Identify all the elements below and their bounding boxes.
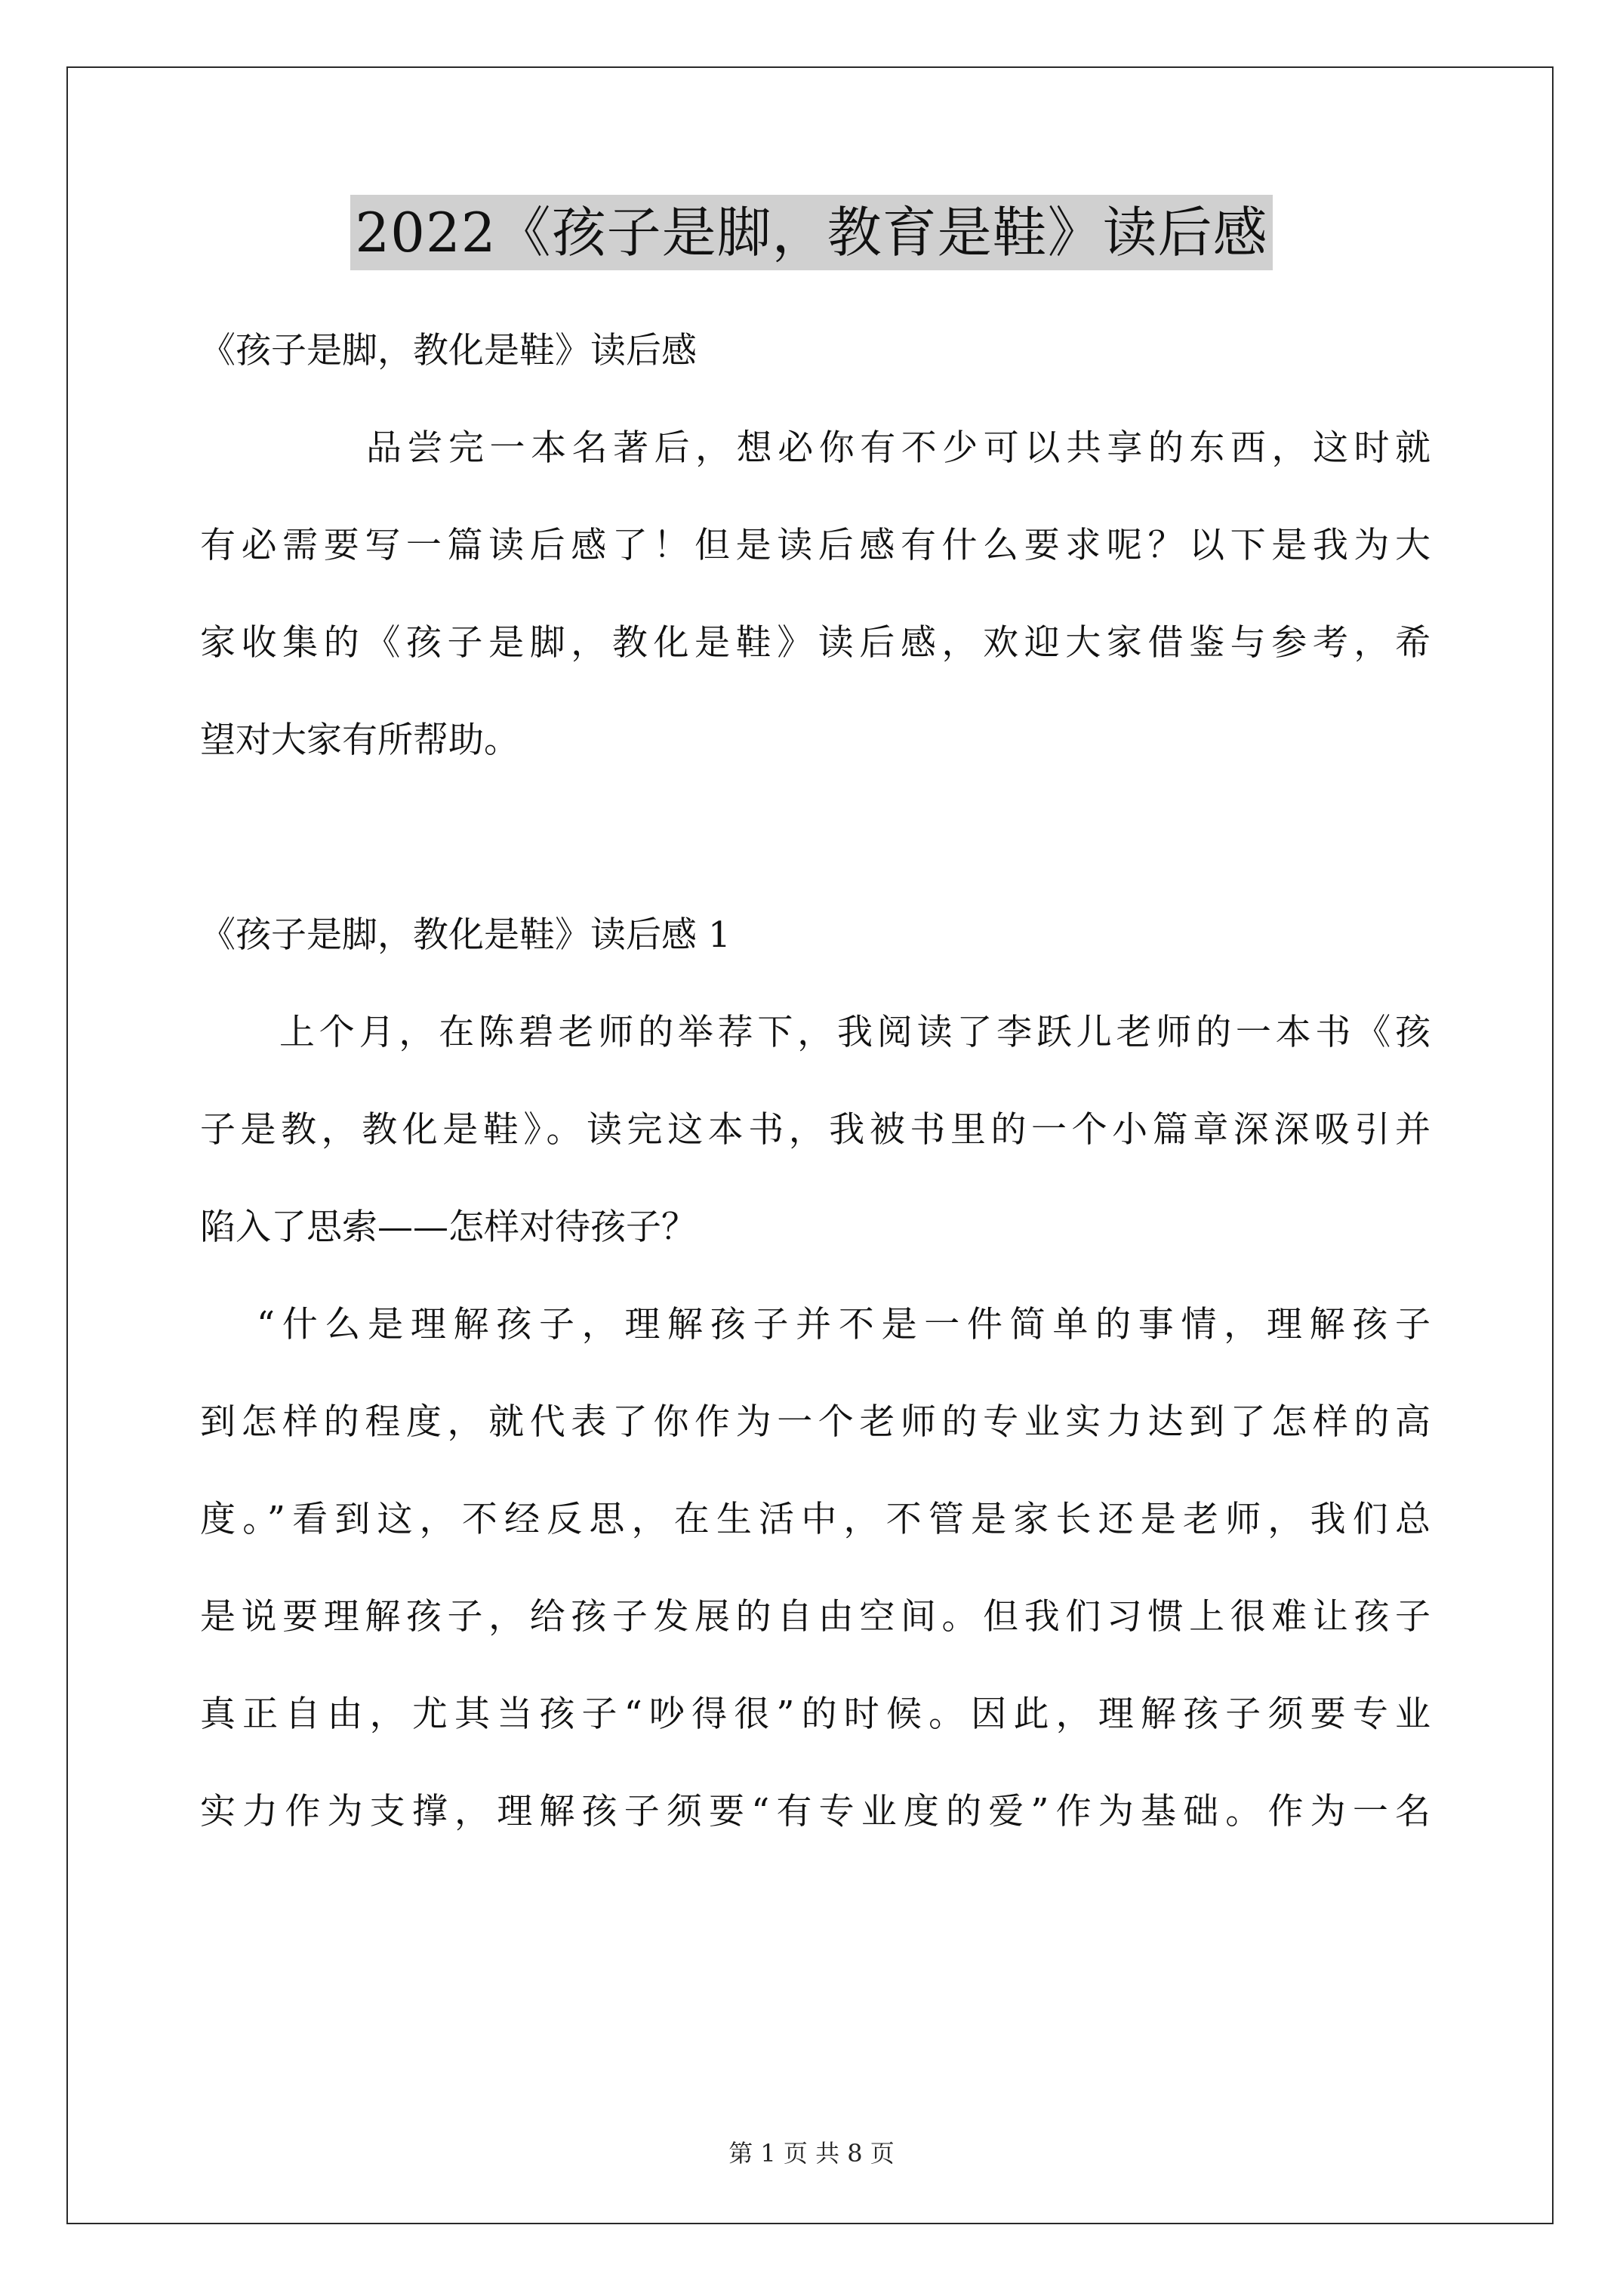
title-container <box>0 195 1623 270</box>
paragraph1-line: 子是教，教化是鞋》。读完这本书，我被书里的一个小篇章深深吸引并 <box>200 1109 1431 1151</box>
paragraph2-line: 实力作为支撑，理解孩子须要“有专业度的爱”作为基础。作为一名 <box>200 1791 1431 1832</box>
page-number: 第 1 页 共 8 页 <box>728 2139 895 2168</box>
paragraph2-line: 到怎样的程度，就代表了你作为一个老师的专业实力达到了怎样的高 <box>200 1401 1431 1443</box>
paragraph2-line: “什么是理解孩子，理解孩子并不是一件简单的事情，理解孩子 <box>257 1304 1431 1345</box>
paragraph2-line: 度。”看到这，不经反思，在生活中，不管是家长还是老师，我们总 <box>200 1499 1431 1540</box>
intro-line: 有必需要写一篇读后感了！但是读后感有什么要求呢？以下是我为大 <box>200 525 1431 566</box>
intro-line: 望对大家有所帮助。 <box>200 720 519 761</box>
paragraph2-line: 是说要理解孩子，给孩子发展的自由空间。但我们习惯上很难让孩子 <box>200 1596 1431 1638</box>
paragraph-gap <box>200 789 1431 886</box>
intro-line: 品尝完一本名著后，想必你有不少可以共享的东西，这时就 <box>366 427 1431 469</box>
paragraph1-line: 陷入了思索——怎样对待孩子？ <box>200 1207 697 1248</box>
document-body <box>200 302 1431 1860</box>
paragraph2-line: 真正自由，尤其当孩子“吵得很”的时候。因此，理解孩子须要专业 <box>200 1693 1431 1735</box>
subtitle: 《孩子是脚，教化是鞋》读后感 <box>200 330 697 371</box>
document-title: 2022《孩子是脚，教育是鞋》读后感 <box>350 195 1272 270</box>
section-heading: 《孩子是脚，教化是鞋》读后感 1 <box>200 914 731 956</box>
page-footer <box>0 2138 1623 2168</box>
paragraph1-line: 上个月，在陈碧老师的举荐下，我阅读了李跃儿老师的一本书《孩 <box>279 1012 1431 1053</box>
intro-line: 家收集的《孩子是脚，教化是鞋》读后感，欢迎大家借鉴与参考，希 <box>200 622 1431 664</box>
